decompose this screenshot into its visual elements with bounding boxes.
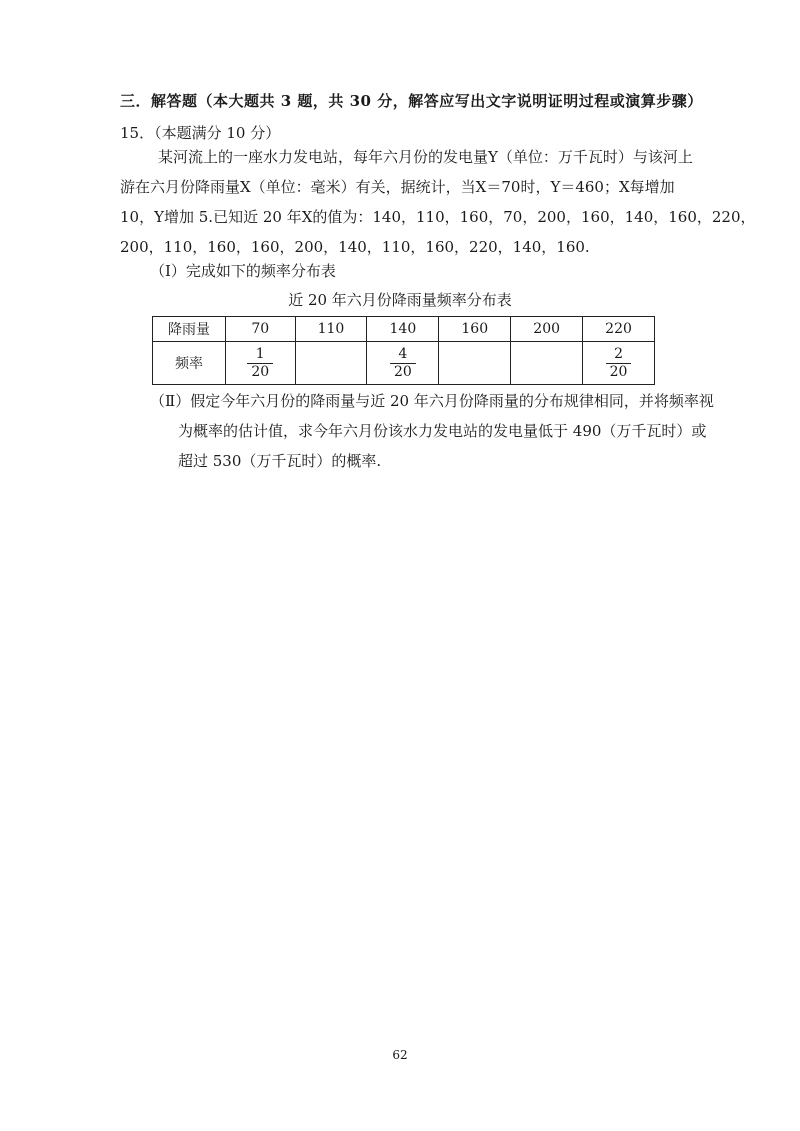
frequency-table	[152, 316, 655, 385]
part-2-line-3: 超过 530（万千瓦时）的概率.	[178, 452, 382, 470]
fraction-numerator: 2	[606, 346, 632, 364]
row-label-frequency: 频率	[153, 342, 226, 385]
rainfall-cell-3: 140	[367, 317, 439, 342]
part-2-line-2: 为概率的估计值，求今年六月份该水力发电站的发电量低于 490（万千瓦时）或	[178, 422, 707, 440]
table-row-frequency	[153, 342, 655, 385]
rainfall-cell-6: 220	[583, 317, 655, 342]
part-2	[120, 386, 714, 476]
table-caption: 近 20 年六月份降雨量频率分布表	[288, 291, 512, 309]
problem-text-line-4: 200，110，160，160，200，140，110，160，220，140，160.	[120, 238, 590, 256]
rainfall-cell-1: 70	[226, 317, 296, 342]
fraction	[247, 346, 273, 381]
problem-number: 15．（本题满分 10 分）	[120, 124, 281, 142]
section-heading: 三．解答题（本大题共 3 题，共 30 分，解答应写出文字说明证明过程或演算步骤）	[120, 92, 703, 110]
part-1-text: （Ⅰ）完成如下的频率分布表	[150, 262, 336, 280]
frequency-cell-3	[367, 342, 439, 385]
part-2-line-1: （Ⅱ）假定今年六月份的降雨量与近 20 年六月份降雨量的分布规律相同，并将频率视	[150, 392, 714, 410]
fraction	[606, 346, 632, 381]
frequency-cell-1	[226, 342, 296, 385]
rainfall-cell-4: 160	[439, 317, 511, 342]
fraction	[390, 346, 416, 381]
frequency-cell-5	[511, 342, 583, 385]
row-label-rainfall: 降雨量	[153, 317, 226, 342]
problem-text-line-3: 10，Y增加 5.已知近 20 年X的值为：140，110，160，70，200，160，140，160，220，	[120, 208, 756, 226]
rainfall-cell-5: 200	[511, 317, 583, 342]
frequency-cell-6	[583, 342, 655, 385]
table-row-rainfall	[153, 317, 655, 342]
frequency-cell-2	[295, 342, 367, 385]
fraction-numerator: 1	[247, 346, 273, 364]
fraction-denominator: 20	[393, 363, 412, 380]
fraction-denominator: 20	[251, 363, 270, 380]
page-number: 62	[392, 1048, 408, 1062]
frequency-cell-4	[439, 342, 511, 385]
fraction-numerator: 4	[390, 346, 416, 364]
problem-text	[120, 142, 756, 262]
problem-text-line-2: 游在六月份降雨量X（单位：毫米）有关，据统计，当X＝70时，Y＝460；X每增加	[120, 178, 675, 196]
rainfall-cell-2: 110	[295, 317, 367, 342]
fraction-denominator: 20	[609, 363, 628, 380]
problem-text-line-1: 某河流上的一座水力发电站，每年六月份的发电量Y（单位：万千瓦时）与该河上	[158, 148, 693, 166]
part-1	[120, 256, 710, 286]
